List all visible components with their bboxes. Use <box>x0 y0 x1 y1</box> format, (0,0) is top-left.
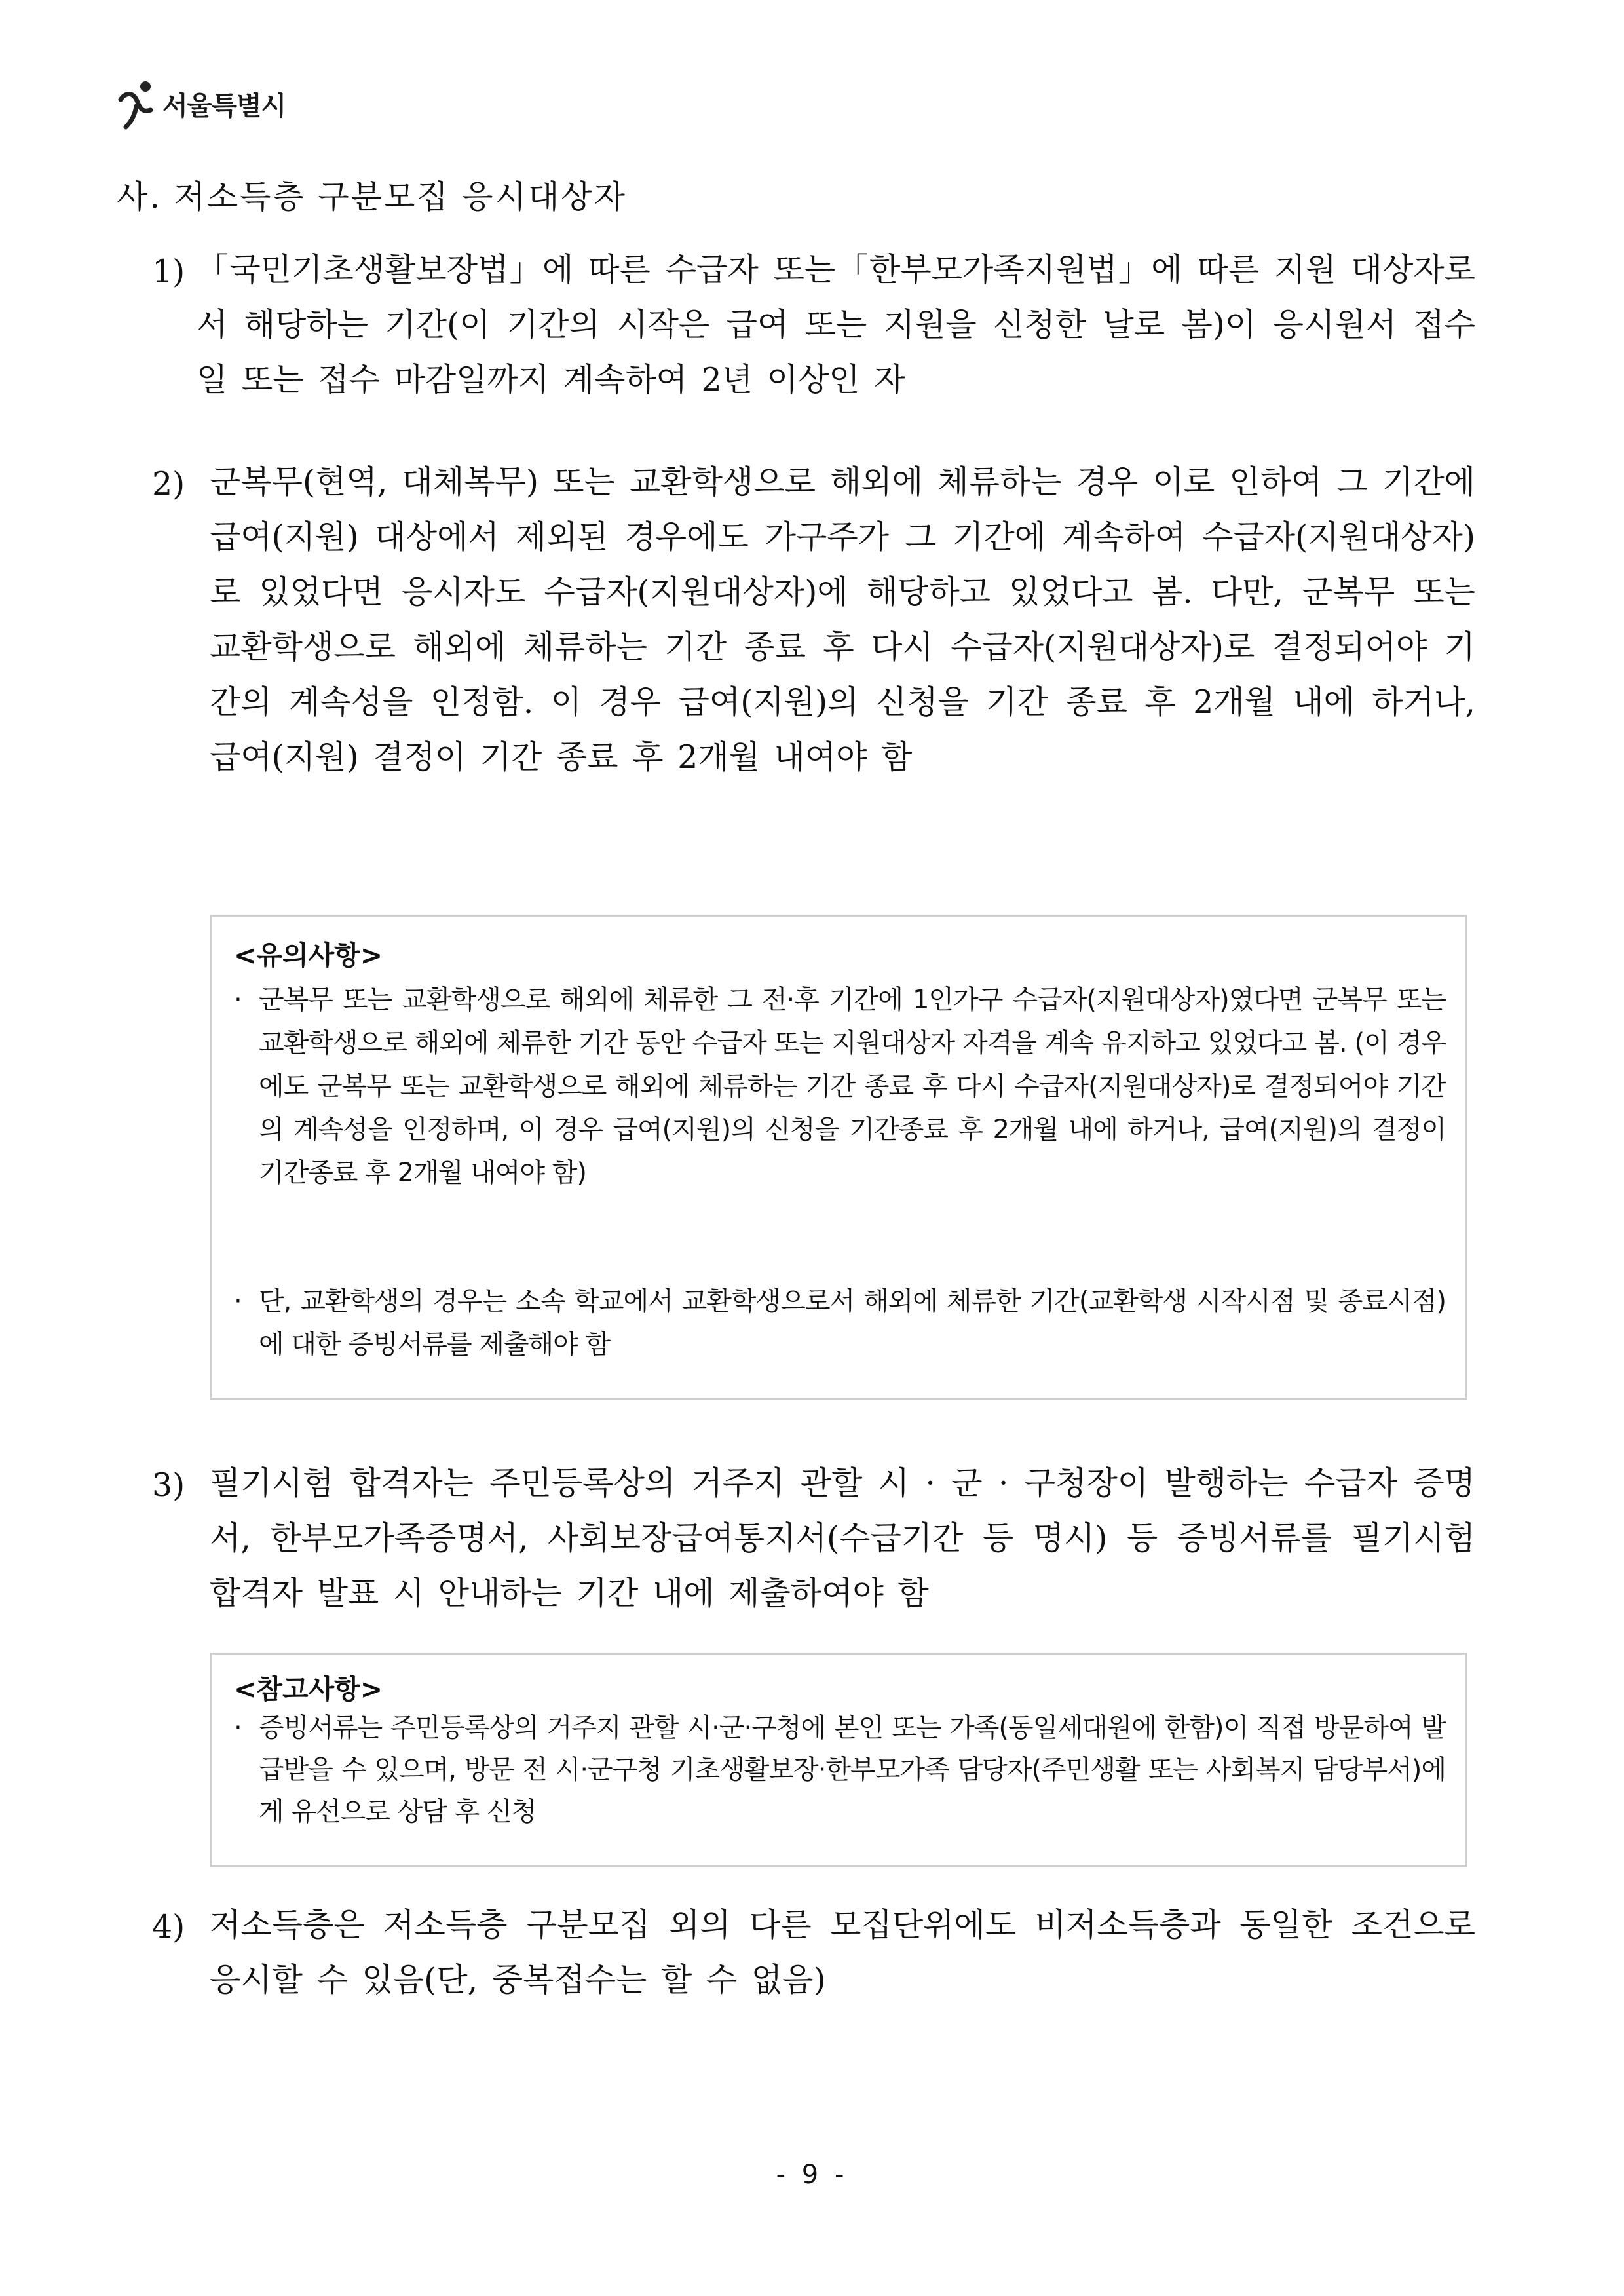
caution-bullet-text: 단, 교환학생의 경우는 소속 학교에서 교환학생으로서 해외에 체류한 기간(교환학생 시작시점 및 종료시점)에 대한 증빙서류를 제출해야 함 <box>259 1286 1446 1360</box>
caution-bullet <box>234 978 1446 1195</box>
caution-note-title: <유의사항> <box>234 940 383 971</box>
reference-bullet-text: 증빙서류는 주민등록상의 거주지 관할 시·군·구청에 본인 또는 가족(동일세대원에 한함)이 직접 방문하여 발급받을 수 있으며, 방문 전 시·군구청 기초생활보장·한부모가족 담당자(주민생활 또는 사회복지 담당부서)에게 유선으로 상담 후 신청 <box>259 1713 1446 1827</box>
item-text: 필기시험 합격자는 주민등록상의 거주지 관할 시 · 군 · 구청장이 발행하는 수급자 증명서, 한부모가족증명서, 사회보장급여통지서(수급기간 등 명시) 등 증빙서류를 필기시험 합격자 발표 시 안내하는 기간 내에 제출하여야 함 <box>210 1464 1475 1612</box>
item-number: 1) <box>152 253 185 290</box>
bullet-mark: · <box>234 1286 242 1316</box>
item-text: 군복무(현역, 대체복무) 또는 교환학생으로 해외에 체류하는 경우 이로 인하여 그 기간에 급여(지원) 대상에서 제외된 경우에도 가구주가 그 기간에 계속하여 수급자(지원대상자)로 있었다면 응시자도 수급자(지원대상자)에 해당하고 있었다고 봄. 다만, 군복무 또는 교환학생으로 해외에 체류하는 기간 종료 후 다시 수급자(지원대상자)로 결정되어야 기간의 계속성을 인정함. 이 경우 급여(지원)의 신청을 기간 종료 후 2개월 내에 하거나, 급여(지원) 결정이 기간 종료 후 2개월 내여야 함 <box>210 463 1475 776</box>
item-text: 「국민기초생활보장법」에 따른 수급자 또는「한부모가족지원법」에 따른 지원 대상자로서 해당하는 기간(이 기간의 시작은 급여 또는 지원을 신청한 날로 봄)이 응시원서 접수일 또는 접수 마감일까지 계속하여 2년 이상인 자 <box>197 251 1475 398</box>
bullet-mark: · <box>234 985 242 1015</box>
item-number: 2) <box>152 465 185 503</box>
item-number: 4) <box>152 1908 185 1945</box>
caution-note-box <box>210 915 1467 1400</box>
reference-bullet <box>234 1707 1446 1833</box>
reference-note-title: <참고사항> <box>234 1674 383 1705</box>
caution-bullet <box>234 1280 1446 1366</box>
seoul-logo-icon <box>117 77 157 130</box>
section-title: 사. 저소득층 구분모집 응시대상자 <box>117 178 627 216</box>
reference-note-box <box>210 1653 1467 1867</box>
logo-text: 서울특별시 <box>162 90 286 121</box>
seoul-logo <box>117 77 286 130</box>
item-text: 저소득층은 저소득층 구분모집 외의 다른 모집단위에도 비저소득층과 동일한 조건으로 응시할 수 있음(단, 중복접수는 할 수 없음) <box>210 1906 1475 1999</box>
caution-bullet-text: 군복무 또는 교환학생으로 해외에 체류한 그 전·후 기간에 1인가구 수급자(지원대상자)였다면 군복무 또는 교환학생으로 해외에 체류한 기간 동안 수급자 또는 지원대상자 자격을 계속 유지하고 있었다고 봄. (이 경우에도 군복무 또는 교환학생으로 해외에 체류하는 기간 종료 후 다시 수급자(지원대상자)로 결정되어야 기간의 계속성을 인정하며, 이 경우 급여(지원)의 신청을 기간종료 후 2개월 내에 하거나, 급여(지원)의 결정이 기간종료 후 2개월 내여야 함) <box>259 985 1446 1188</box>
page-number: - 9 - <box>776 2160 848 2190</box>
bullet-mark: · <box>234 1713 242 1743</box>
item-number: 3) <box>152 1466 185 1504</box>
